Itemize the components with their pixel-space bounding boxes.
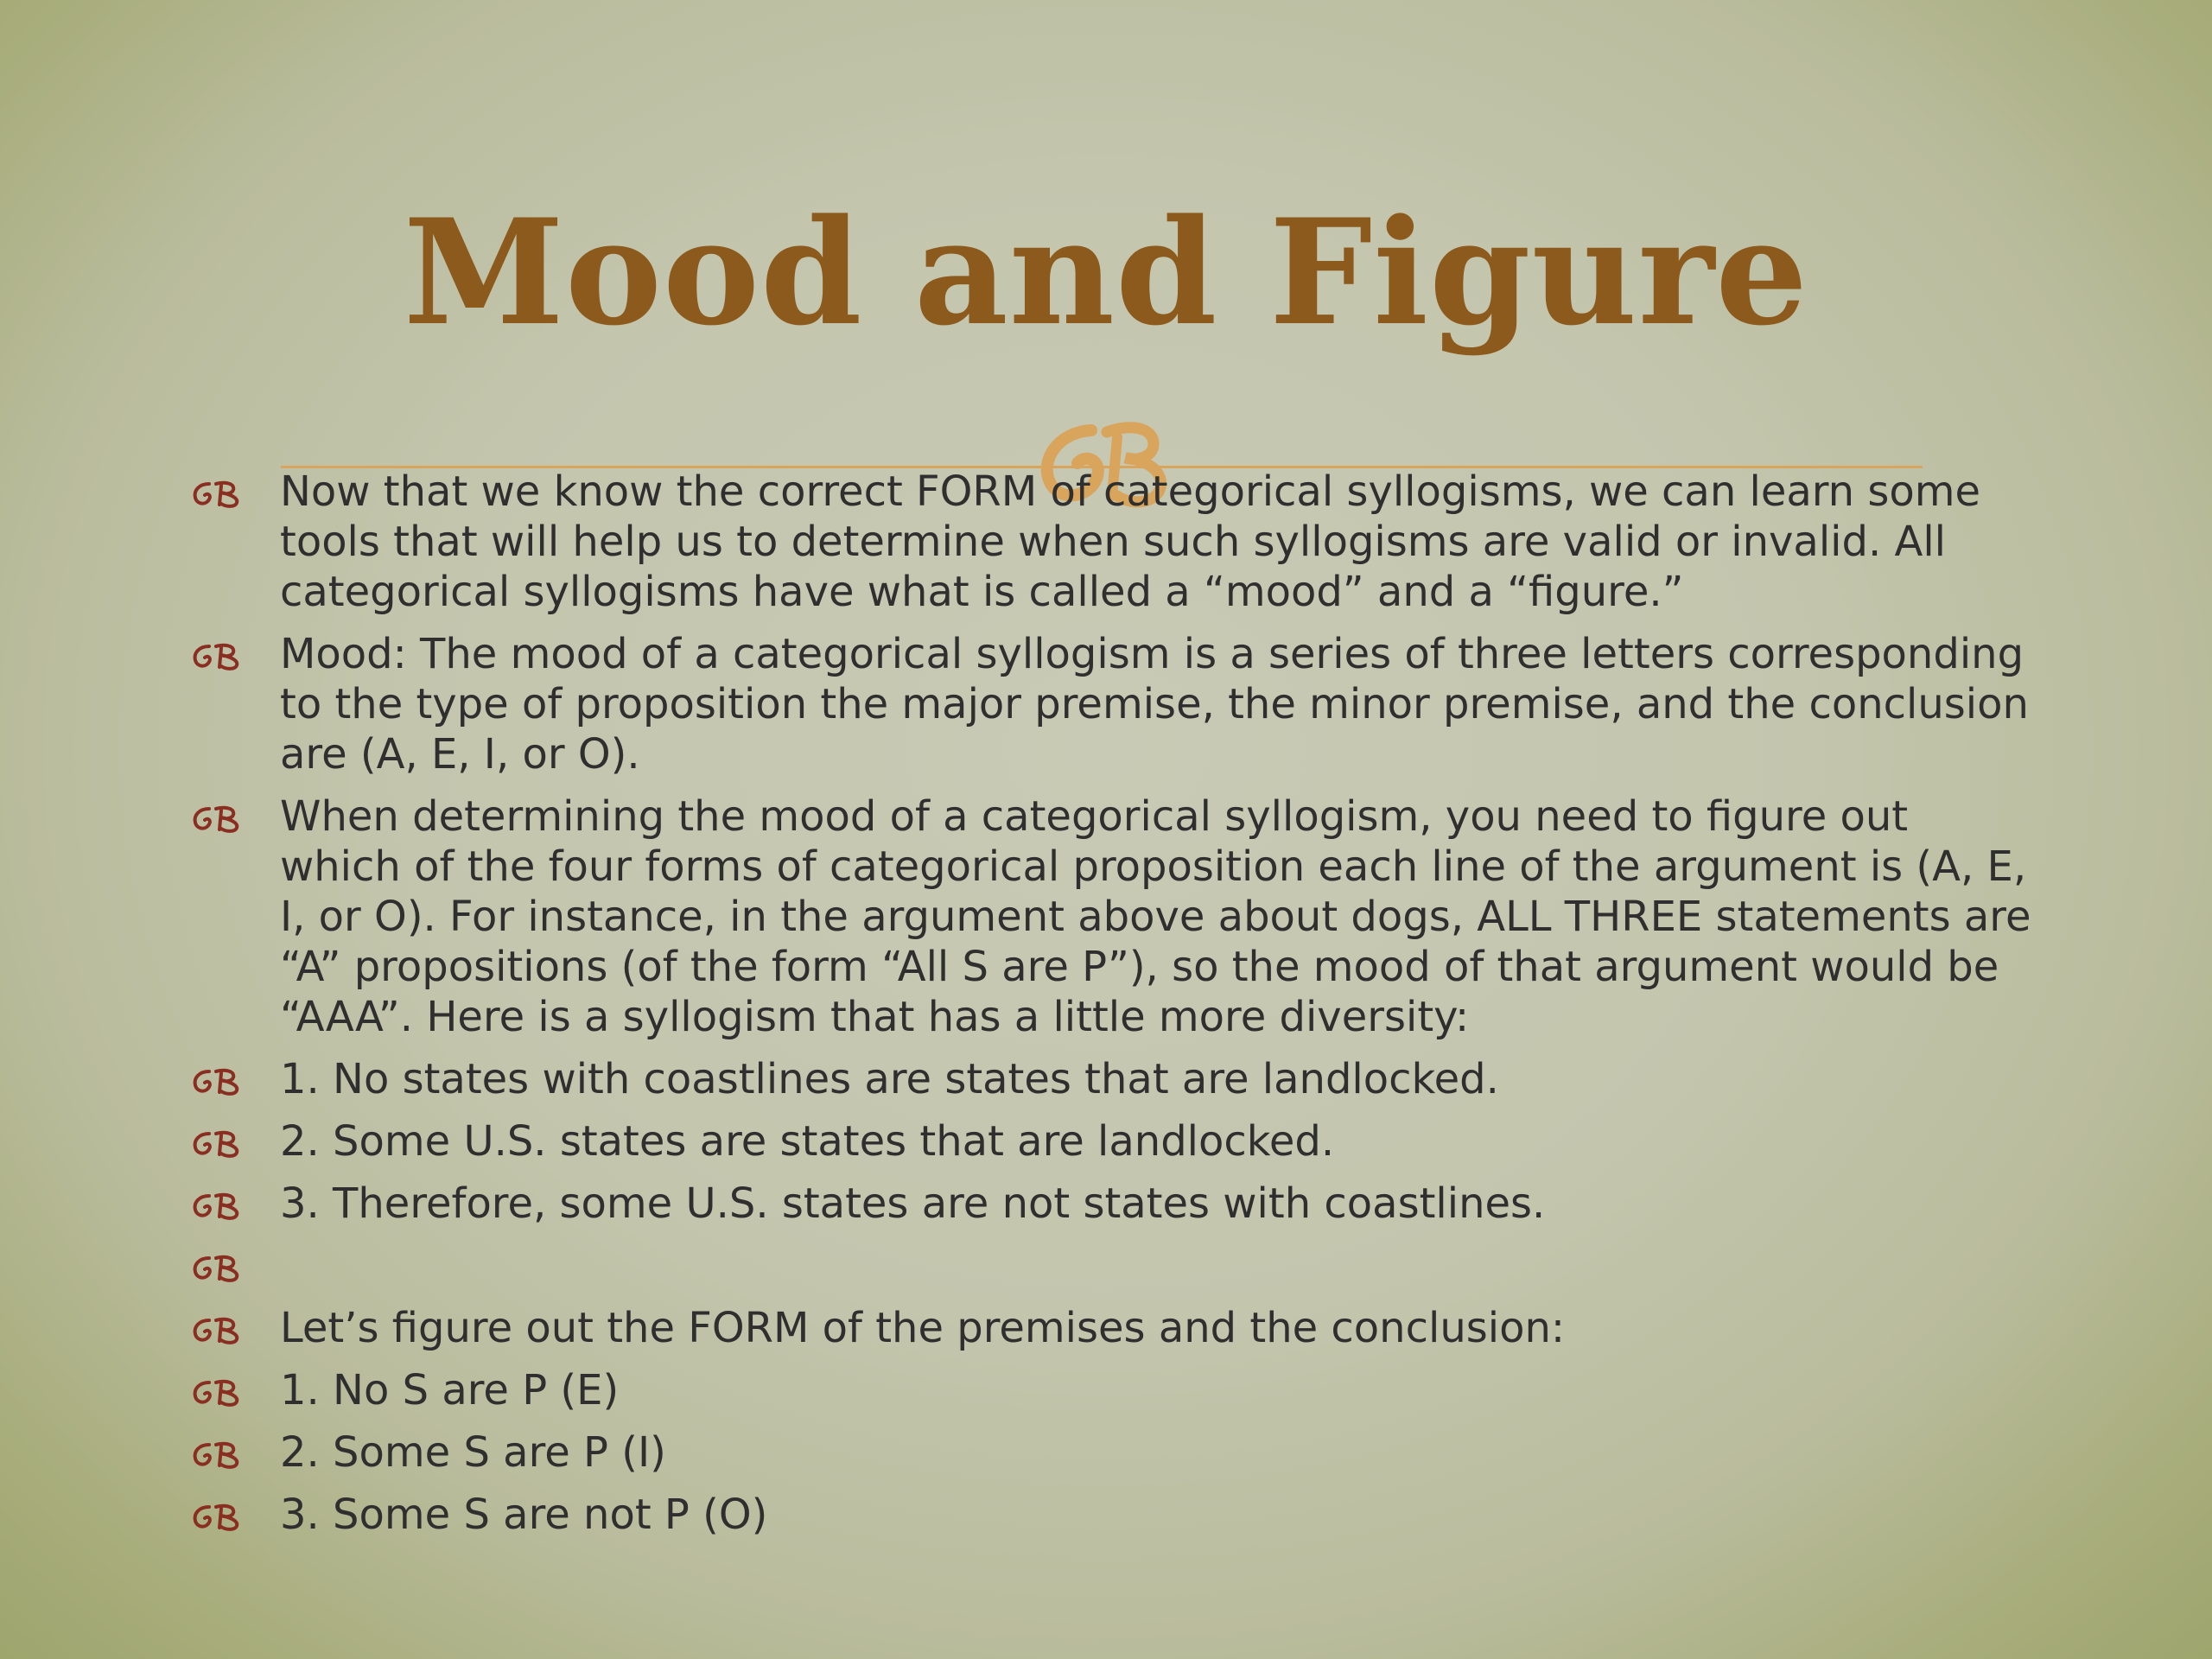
bullet-item-intro [190, 467, 2039, 617]
swash-bullet-icon [190, 479, 244, 508]
bullet-text: 2. Some S are P (I) [280, 1428, 666, 1477]
bullet-text: 3. Therefore, some U.S. states are not states with coastlines. [280, 1179, 1546, 1228]
bullet-text: Mood: The mood of a categorical syllogism is a series of three letters corresponding to the type of proposition the major premise, the minor premise, and the conclusion are (A, E, I, or O). [280, 630, 2029, 779]
swash-bullet-icon [190, 1315, 244, 1344]
bullet-item-example-conclusion [190, 1179, 2039, 1229]
swash-bullet-icon [190, 1253, 244, 1282]
bullet-text: 1. No S are P (E) [280, 1366, 620, 1414]
bullet-item-determining-mood [190, 791, 2039, 1042]
bullet-item-form-1 [190, 1365, 2039, 1415]
swash-bullet-icon [190, 1440, 244, 1469]
bullet-text: Let’s figure out the FORM of the premises and the conclusion: [280, 1304, 1566, 1352]
slide-title: Mood and Figure [403, 187, 1809, 358]
bullet-text: When determining the mood of a categorical syllogism, you need to figure out which of the four forms of categorical proposition each line of the argument is (A, E, I, or O). For instance, in the argument above about dogs, ALL THREE statements are “A” propositions (of the form “All S are P”), so the mood of that argument would be “AAA”. Here is a syllogism that has a little more diversity: [280, 792, 2031, 1041]
swash-bullet-icon [190, 804, 244, 833]
bullet-item-form-3 [190, 1490, 2039, 1540]
bullet-item-example-premise-2 [190, 1116, 2039, 1166]
swash-bullet-icon [190, 1128, 244, 1158]
swash-bullet-icon [190, 1191, 244, 1220]
bullet-list [190, 467, 2039, 1552]
bullet-item-example-premise-1 [190, 1054, 2039, 1104]
bullet-text: 2. Some U.S. states are states that are landlocked. [280, 1117, 1335, 1166]
bullet-item-form-intro [190, 1303, 2039, 1353]
bullet-item-mood-definition [190, 629, 2039, 779]
bullet-text: 1. No states with coastlines are states that are landlocked. [280, 1055, 1499, 1103]
swash-bullet-icon [190, 1502, 244, 1531]
swash-bullet-icon [190, 641, 244, 671]
bullet-item-empty [190, 1241, 2039, 1291]
bullet-item-form-2 [190, 1427, 2039, 1478]
swash-bullet-icon [190, 1377, 244, 1407]
bullet-text: Now that we know the correct FORM of categorical syllogisms, we can learn some tools that will help us to determine when such syllogisms are valid or invalid. All categorical syllogisms have what is called a “mood” and a “figure.” [280, 467, 1981, 616]
bullet-text: 3. Some S are not P (O) [280, 1491, 768, 1539]
swash-bullet-icon [190, 1066, 244, 1096]
